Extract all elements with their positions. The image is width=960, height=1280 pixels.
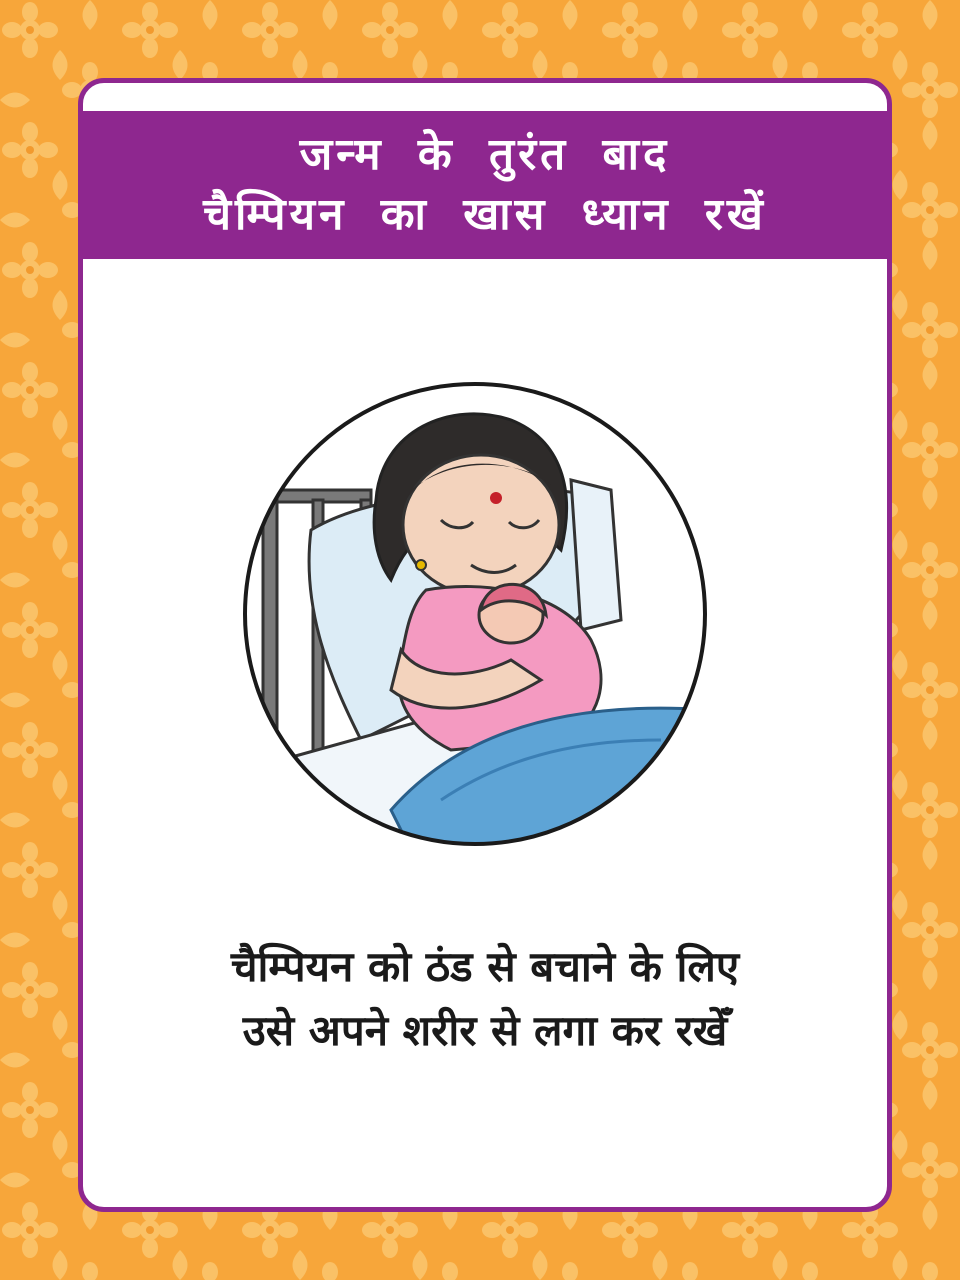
title-line-2: चैम्पियन का खास ध्यान रखें xyxy=(203,189,767,240)
caption-line-1: चैम्पियन को ठंड से बचाने के लिए xyxy=(230,942,740,991)
info-card xyxy=(78,78,892,1212)
title-banner xyxy=(83,111,887,259)
caption xyxy=(83,935,887,1063)
title-line-1: जन्म के तुरंत बाद xyxy=(299,129,671,180)
bindi xyxy=(490,492,502,504)
caption-line-2: उसे अपने शरीर से लगा कर रखेँ xyxy=(242,1006,728,1055)
mother-baby-illustration xyxy=(241,380,709,848)
